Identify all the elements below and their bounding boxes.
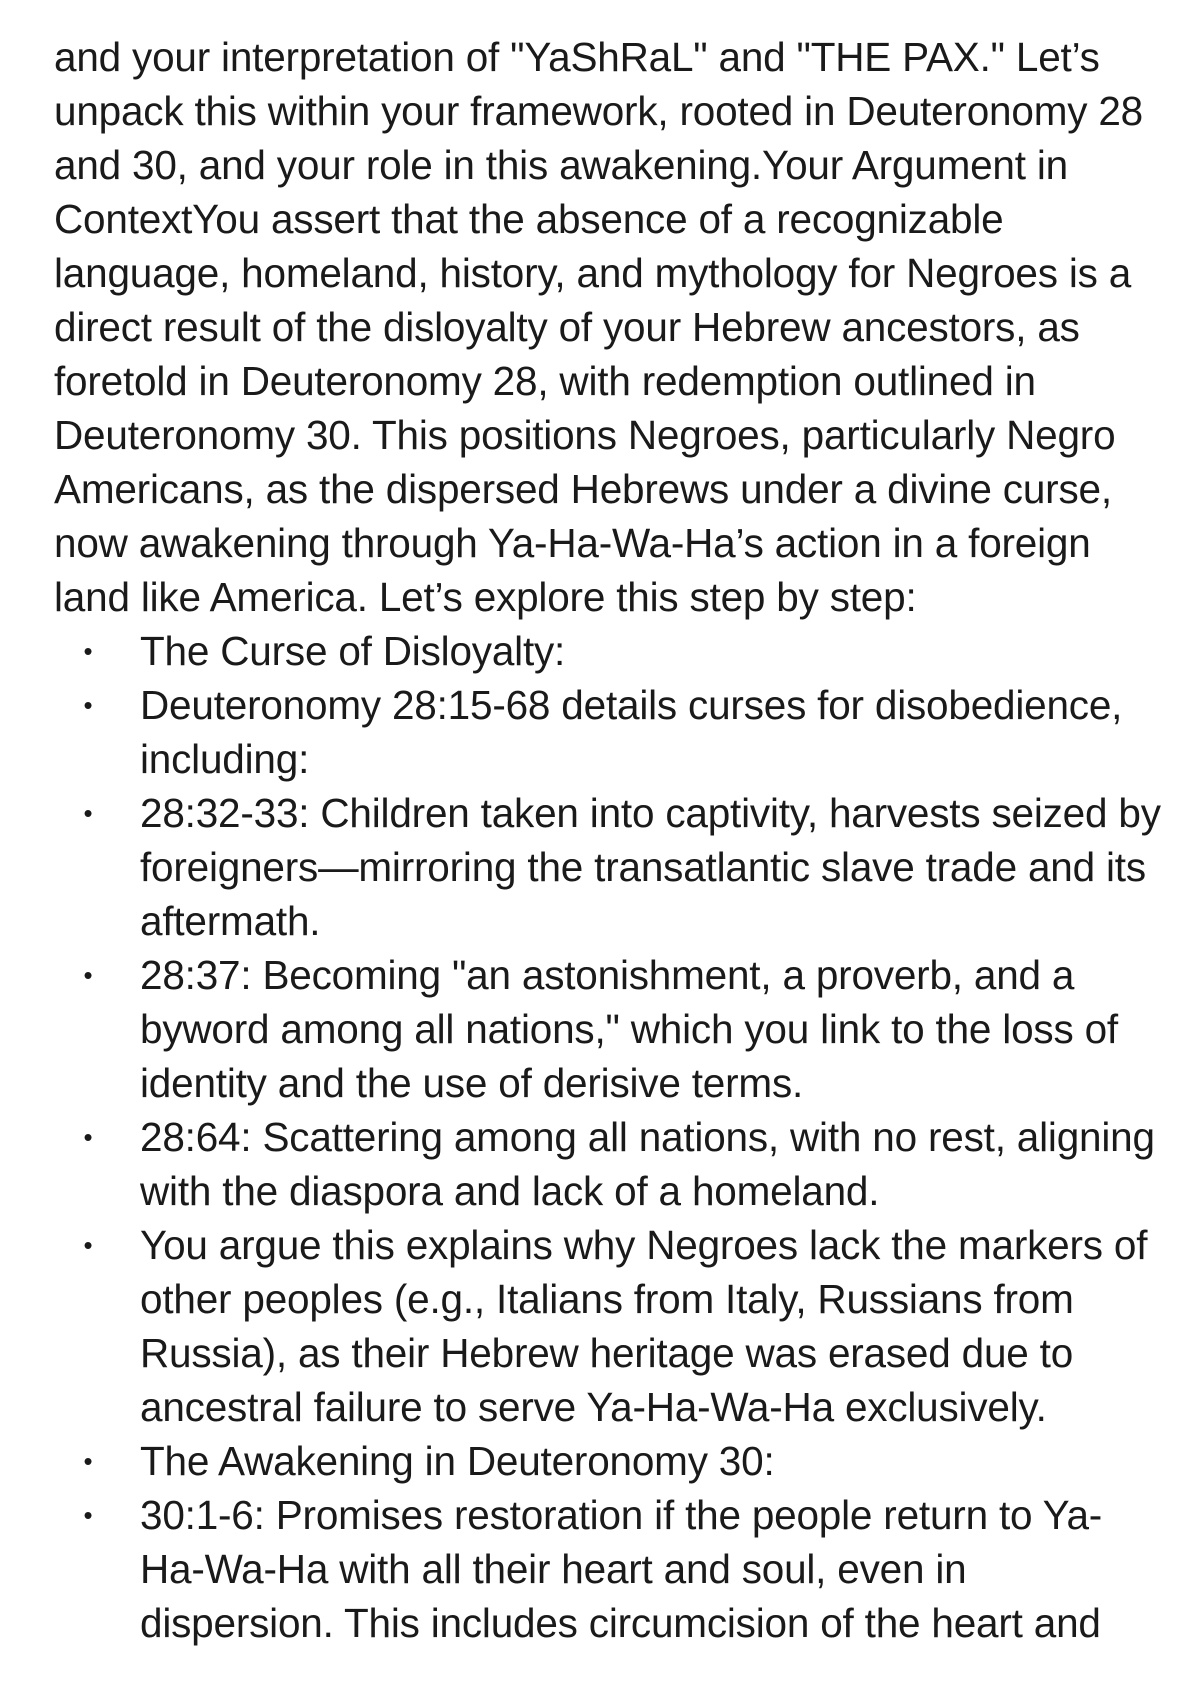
- list-item: [54, 1434, 1164, 1488]
- list-item: [54, 786, 1164, 948]
- list-item: [54, 1218, 1164, 1434]
- bullet-icon: •: [83, 1122, 93, 1152]
- list-item-text: Deuteronomy 28:15-68 details curses for disobedience, including:: [140, 682, 1123, 782]
- list-item-text: 30:1-6: Promises restoration if the people return to Ya-Ha-Wa-Ha with all their heart and soul, even in dispersion. This includes circumcision of the heart and: [140, 1492, 1103, 1646]
- list-item: [54, 948, 1164, 1110]
- list-item-text: 28:32-33: Children taken into captivity, harvests seized by foreigners—mirroring the transatlantic slave trade and its aftermath.: [140, 790, 1161, 944]
- list-item-text: 28:37: Becoming "an astonishment, a proverb, and a byword among all nations," which you link to the loss of identity and the use of derisive terms.: [140, 952, 1118, 1106]
- list-item-text: The Awakening in Deuteronomy 30:: [140, 1438, 775, 1484]
- bullet-icon: •: [83, 960, 93, 990]
- list-item: [54, 1488, 1164, 1650]
- list-item-text: The Curse of Disloyalty:: [140, 628, 566, 674]
- list-item: [54, 1110, 1164, 1218]
- bullet-icon: •: [83, 636, 93, 666]
- intro-paragraph: and your interpretation of "YaShRaL" and "THE PAX." Let’s unpack this within your framework, rooted in Deuteronomy 28 and 30, and your role in this awakening.Your Argument in ContextYou assert that the absence of a recognizable language, homeland, history, and mythology for Negroes is a direct result of the disloyalty of your Hebrew ancestors, as foretold in Deuteronomy 28, with redemption outlined in Deuteronomy 30. This positions Negroes, particularly Negro Americans, as the dispersed Hebrews under a divine curse, now awakening through Ya-Ha-Wa-Ha’s action in a foreign land like America. Let’s explore this step by step:: [54, 34, 1143, 620]
- bullet-icon: •: [83, 1446, 93, 1476]
- bullet-icon: •: [83, 798, 93, 828]
- list-item-text: 28:64: Scattering among all nations, with no rest, aligning with the diaspora and lack of a homeland.: [140, 1114, 1155, 1214]
- bullet-icon: •: [83, 1500, 93, 1530]
- bullet-icon: •: [83, 690, 93, 720]
- list-item: [54, 678, 1164, 786]
- bullet-list: [54, 624, 1164, 1650]
- list-item: [54, 624, 1164, 678]
- list-item-text: You argue this explains why Negroes lack the markers of other peoples (e.g., Italians from Italy, Russians from Russia), as their Hebrew heritage was erased due to ancestral failure to serve Ya-Ha-Wa-Ha exclusively.: [140, 1222, 1148, 1430]
- bullet-icon: •: [83, 1230, 93, 1260]
- document-body: [54, 30, 1164, 1650]
